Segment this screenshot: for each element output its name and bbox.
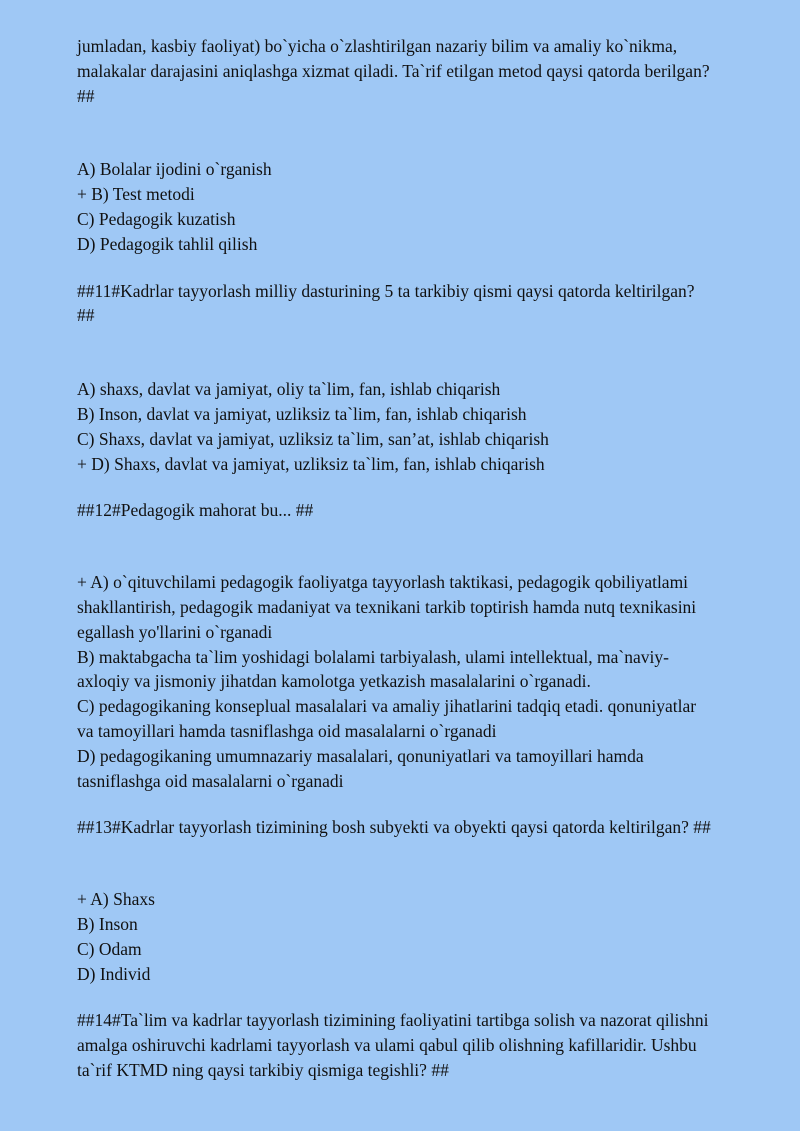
question-11-options xyxy=(77,377,767,476)
question-12-options xyxy=(77,570,767,793)
answer-option: D) Pedagogik tahlil qilish xyxy=(77,233,258,254)
question-text-line: amalga oshiruvchi kadrlami tayyorlash va ulami qabul qilib olishning kafillaridir. Ushbu xyxy=(77,1035,697,1056)
question-text-line: jumladan, kasbiy faoliyat) bo`yicha o`zlashtirilgan nazariy bilim va amaliy ko`nikma, xyxy=(77,36,678,56)
question-text-line: ##12#Pedagogik mahorat bu... ## xyxy=(77,500,314,521)
answer-option: + A) o`qituvchilami pedagogik faoliyatga tayyorlash taktikasi, pedagogik qobiliyatlami xyxy=(77,572,689,593)
question-text-line: ## xyxy=(77,85,95,106)
question-text-line: ##13#Kadrlar tayyorlash tizimining bosh subyekti va obyekti qaysi qatorda keltirilgan? ## xyxy=(77,817,711,838)
answer-option: + D) Shaxs, davlat va jamiyat, uzliksiz ta`lim, fan, ishlab chiqarish xyxy=(77,453,545,474)
question-11-stem xyxy=(77,279,767,329)
answer-option: shakllantirish, pedagogik madaniyat va texnikani tarkib toptirish hamda nutq texnikasini xyxy=(77,596,697,617)
answer-option: C) pedagogikaning konseplual masalalari va amaliy jihatlarini tadqiq etadi. qonuniyatlar xyxy=(77,696,697,717)
question-text-line: ##11#Kadrlar tayyorlash milliy dasturining 5 ta tarkibiy qismi qaysi qatorda keltirilgan? xyxy=(77,280,695,301)
question-13-stem xyxy=(77,815,767,840)
answer-option: egallash yo'llarini o`rganadi xyxy=(77,621,273,642)
answer-option: C) Pedagogik kuzatish xyxy=(77,208,236,229)
answer-option: tasniflashga oid masalalarni o`rganadi xyxy=(77,770,344,791)
answer-option: A) Bolalar ijodini o`rganish xyxy=(77,159,272,180)
question-text-line: malakalar darajasini aniqlashga xizmat qiladi. Ta`rif etilgan metod qaysi qatorda berilgan? xyxy=(77,60,710,81)
answer-option: axloqiy va jismoniy jihatdan kamolotga yetkazish masalalarini o`rganadi. xyxy=(77,671,591,692)
answer-option: + A) Shaxs xyxy=(77,889,155,910)
question-13-options xyxy=(77,887,767,986)
question-10-options xyxy=(77,157,767,256)
answer-option: D) pedagogikaning umumnazariy masalalari, qonuniyatlari va tamoyillari hamda xyxy=(77,745,644,766)
answer-option: B) Inson, davlat va jamiyat, uzliksiz ta`lim, fan, ishlab chiqarish xyxy=(77,403,527,424)
question-14-stem xyxy=(77,1008,767,1082)
answer-option: + B) Test metodi xyxy=(77,184,195,205)
answer-option: va tamoyillari hamda tasniflashga oid masalalarni o`rganadi xyxy=(77,720,497,741)
question-text-line: ta`rif KTMD ning qaysi tarkibiy qismiga tegishli? ## xyxy=(77,1059,449,1080)
question-12-stem xyxy=(77,498,767,523)
question-10-stem xyxy=(77,34,767,108)
document-page xyxy=(77,34,767,1083)
question-text-line: ## xyxy=(77,305,95,326)
question-text-line: ##14#Ta`lim va kadrlar tayyorlash tizimining faoliyatini tartibga solish va nazorat qilishni xyxy=(77,1010,709,1031)
answer-option: B) maktabgacha ta`lim yoshidagi bolalami tarbiyalash, ulami intellektual, ma`naviy- xyxy=(77,646,669,667)
answer-option: C) Shaxs, davlat va jamiyat, uzliksiz ta`lim, san’at, ishlab chiqarish xyxy=(77,428,549,449)
answer-option: C) Odam xyxy=(77,938,142,959)
answer-option: D) Individ xyxy=(77,963,151,984)
answer-option: B) Inson xyxy=(77,913,138,934)
answer-option: A) shaxs, davlat va jamiyat, oliy ta`lim, fan, ishlab chiqarish xyxy=(77,379,501,400)
